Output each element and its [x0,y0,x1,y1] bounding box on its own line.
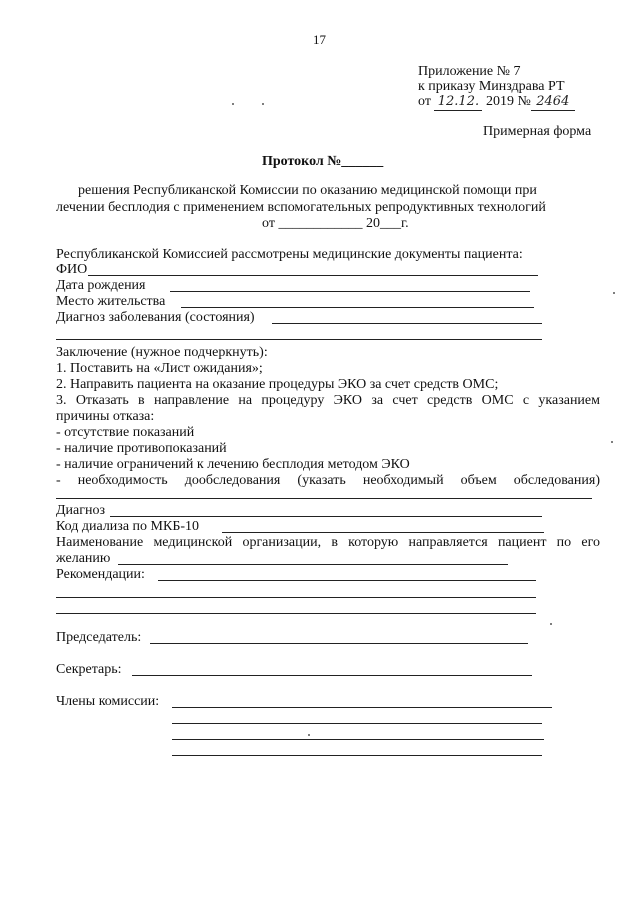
scan-speck [613,292,615,294]
handwritten-date: 12.12. [437,94,480,109]
subtitle-year: 20___г. [365,216,409,231]
fio-label: ФИО [56,262,88,277]
subtitle-date-from: от [262,216,275,231]
recommendations-field-line-2 [56,597,536,598]
subtitle-date [262,216,409,232]
conclusion-item-1: 1. Поставить на «Лист ожидания»; [56,361,263,376]
scan-speck [550,623,552,625]
handwritten-number: 2464 [536,94,570,109]
residence-field-line [181,307,534,308]
members-signature-line-2 [172,723,542,724]
residence-label: Место жительства [56,294,166,309]
refusal-reason-4: - необходимость дообследования (указать необходимый объем обследования) [56,473,600,488]
scan-speck [232,103,234,105]
scan-speck [308,734,310,736]
members-label: Члены комиссии: [56,694,160,709]
birth-date-field-line [170,291,530,292]
examination-field-line [56,498,592,499]
conclusion-item-3-line2: причины отказа: [56,409,155,424]
diagnosis-disease-field-line [272,323,542,324]
appendix-from: от [418,94,431,109]
appendix-date-line [418,94,575,111]
icd-code-field-line [222,532,544,533]
conclusion-item-2: 2. Направить пациента на оказание процедуры ЭКО за счет средств ОМС; [56,377,499,392]
document-title: Протокол №______ [262,154,384,169]
icd-code-label: Код диализа по МКБ-10 [56,519,200,534]
refusal-reason-1: - отсутствие показаний [56,425,195,440]
org-field-line [118,564,508,565]
chairman-signature-line [150,643,528,644]
appendix-number-handwritten [531,94,575,111]
subtitle-date-blank: ____________ [278,216,363,231]
conclusion-heading: Заключение (нужное подчеркнуть): [56,345,268,360]
secretary-signature-line [132,675,532,676]
subtitle-line2: лечении бесплодия с применением вспомогательных репродуктивных технологий [56,200,546,215]
appendix-year: 2019 № [485,94,531,109]
diagnosis-disease-label: Диагноз заболевания (состояния) [56,310,255,325]
birth-date-label: Дата рождения [56,278,146,293]
form-type: Примерная форма [483,124,592,139]
diagnosis-label: Диагноз [56,503,106,518]
subtitle-line1: решения Республиканской Комиссии по оказанию медицинской помощи при [78,183,537,198]
diagnosis-extra-line [56,339,542,340]
members-signature-line-1 [172,707,552,708]
refusal-reason-2: - наличие противопоказаний [56,441,227,456]
recommendations-field-line-3 [56,613,536,614]
secretary-label: Секретарь: [56,662,122,677]
recommendations-field-line-1 [158,580,536,581]
recommendations-label: Рекомендации: [56,567,145,582]
scan-speck [262,103,264,105]
appendix-date-handwritten [434,94,482,111]
section-intro: Республиканской Комиссией рассмотрены медицинские документы пациента: [56,247,523,262]
appendix-line2: к приказу Минздрава РТ [418,79,565,94]
chairman-label: Председатель: [56,630,142,645]
fio-field-line [88,275,538,276]
conclusion-item-3-line1: 3. Отказать в направление на процедуру ЭКО за счет средств ОМС с указанием [56,393,600,408]
page-number: 17 [313,32,326,47]
org-label-line1: Наименование медицинской организации, в которую направляется пациент по его [56,535,600,550]
refusal-reason-3: - наличие ограничений к лечению бесплодия методом ЭКО [56,457,410,472]
org-label-line2: желанию [56,551,111,566]
scan-speck [611,441,613,443]
members-signature-line-3 [172,739,544,740]
members-signature-line-4 [172,755,542,756]
appendix-line1: Приложение № 7 [418,64,521,79]
diagnosis-field-line [110,516,542,517]
